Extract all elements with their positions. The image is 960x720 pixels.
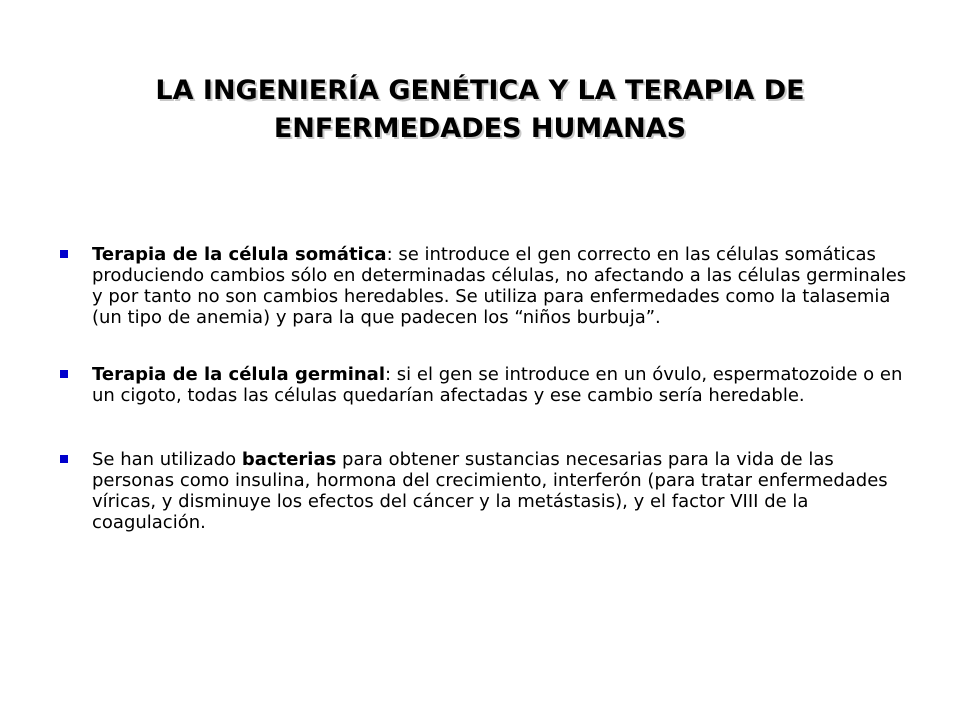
slide-title — [40, 72, 920, 148]
bullet-bold-term: Terapia de la célula germinal — [92, 364, 386, 385]
square-bullet-icon — [60, 370, 68, 378]
bullet-bold-term: bacterias — [241, 449, 337, 470]
bullet-body: : se introduce el gen correcto en las células somáticas produciendo cambios sólo en determinadas células, no afectando a las células germinales y por tanto no son cambios heredables. Se utiliza para enfermedades como la talasemia (un tipo de anemia) y para la que padecen los “niños burbuja”. — [92, 244, 907, 328]
bullet-list — [58, 244, 908, 569]
bullet-lead-text: Se han utilizado — [92, 449, 242, 470]
bullet-item-germline-therapy — [58, 364, 908, 406]
bullet-body: para obtener sustancias necesarias para la vida de las personas como insulina, hormona del crecimiento, interferón (para tratar enfermedades víricas, y disminuye los efectos del cáncer y la metástasis), y el factor VIII de la coagulación. — [92, 449, 888, 533]
slide-title-line-1: LA INGENIERÍA GENÉTICA Y LA TERAPIA DE — [155, 75, 805, 106]
bullet-text — [92, 244, 906, 328]
slide-title-line-2: ENFERMEDADES HUMANAS — [273, 113, 687, 144]
bullet-item-somatic-therapy — [58, 244, 908, 328]
square-bullet-icon — [60, 250, 68, 258]
square-bullet-icon — [60, 455, 68, 463]
bullet-bold-term: Terapia de la célula somática — [92, 244, 387, 265]
bullet-body: : si el gen se introduce en un óvulo, espermatozoide o en un cigoto, todas las células quedarían afectadas y ese cambio sería heredable. — [92, 364, 903, 406]
bullet-item-bacteria — [58, 449, 908, 533]
bullet-text — [92, 364, 902, 406]
bullet-text — [92, 449, 888, 533]
